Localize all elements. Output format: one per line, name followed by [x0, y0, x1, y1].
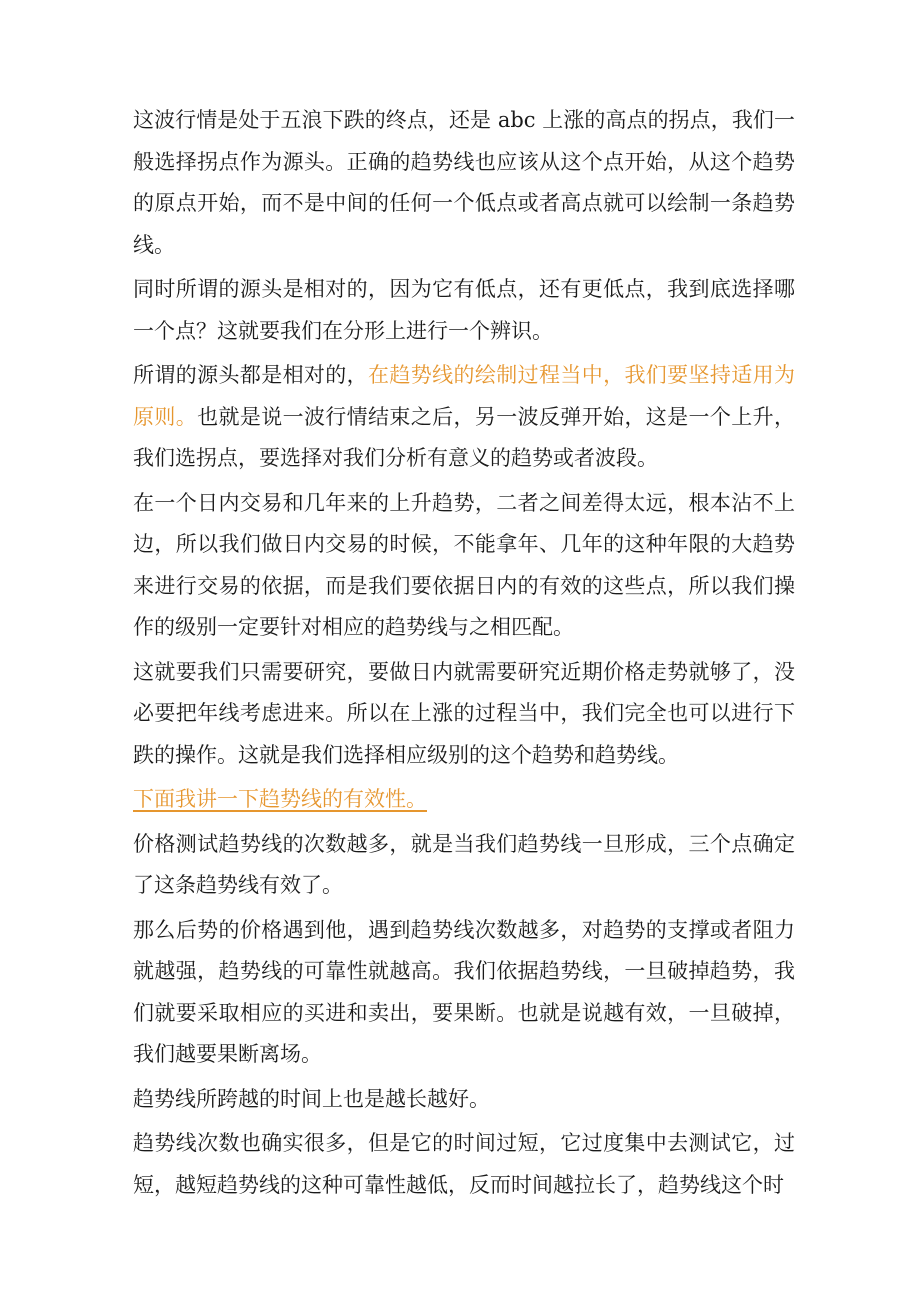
paragraph-9: 趋势线所跨越的时间上也是越长越好。	[133, 1086, 490, 1111]
paragraph-8: 那么后势的价格遇到他，遇到趋势线次数越多，对趋势的支撑或者阻力就越强，趋势线的可靠性就越高。我们依据趋势线，一旦破掉趋势，我们就要采取相应的买进和卖出，要果断。也就是说越有效，一旦破掉，我们越要果断离场。	[133, 917, 795, 1066]
paragraph-10: 趋势线次数也确实很多，但是它的时间过短，它过度集中去测试它，过短，越短趋势线的这种可靠性越低，反而时间越拉长了，趋势线这个时	[133, 1131, 795, 1197]
paragraph-4: 在一个日内交易和几年来的上升趋势，二者之间差得太远，根本沾不上边，所以我们做日内交易的时候，不能拿年、几年的这种年限的大趋势来进行交易的依据，而是我们要依据日内的有效的这些点，所以我们操作的级别一定要针对相应的趋势线与之相匹配。	[133, 490, 795, 639]
paragraph-3-text-before: 所谓的源头都是相对的，	[133, 363, 369, 387]
paragraph-3-text-after: 也就是说一波行情结束之后，另一波反弹开始，这是一个上升，我们选拐点，要选择对我们分析有意义的趋势或者波段。	[133, 404, 796, 470]
section-link-trendline-validity[interactable]: 下面我讲一下趋势线的有效性。	[133, 787, 427, 811]
paragraph-2: 同时所谓的源头是相对的，因为它有低点，还有更低点，我到底选择哪一个点？这就要我们在分形上进行一个辨识。	[133, 277, 795, 343]
paragraph-3	[133, 355, 795, 480]
paragraph-3-highlight: 在趋势线的绘制过程当中，我们要坚持适用为原则。	[133, 363, 796, 429]
document-page	[133, 100, 795, 1209]
paragraph-1: 这波行情是处于五浪下跌的终点，还是 abc 上涨的高点的拐点，我们一般选择拐点作为源头。正确的趋势线也应该从这个点开始，从这个趋势的原点开始，而不是中间的任何一个低点或者高点就可以绘制一条趋势线。	[133, 108, 795, 257]
paragraph-7: 价格测试趋势线的次数越多，就是当我们趋势线一旦形成，三个点确定了这条趋势线有效了。	[133, 831, 795, 897]
paragraph-6	[133, 779, 795, 821]
paragraph-5: 这就要我们只需要研究，要做日内就需要研究近期价格走势就够了，没必要把年线考虑进来。所以在上涨的过程当中，我们完全也可以进行下跌的操作。这就是我们选择相应级别的这个趋势和趋势线。	[133, 659, 795, 767]
